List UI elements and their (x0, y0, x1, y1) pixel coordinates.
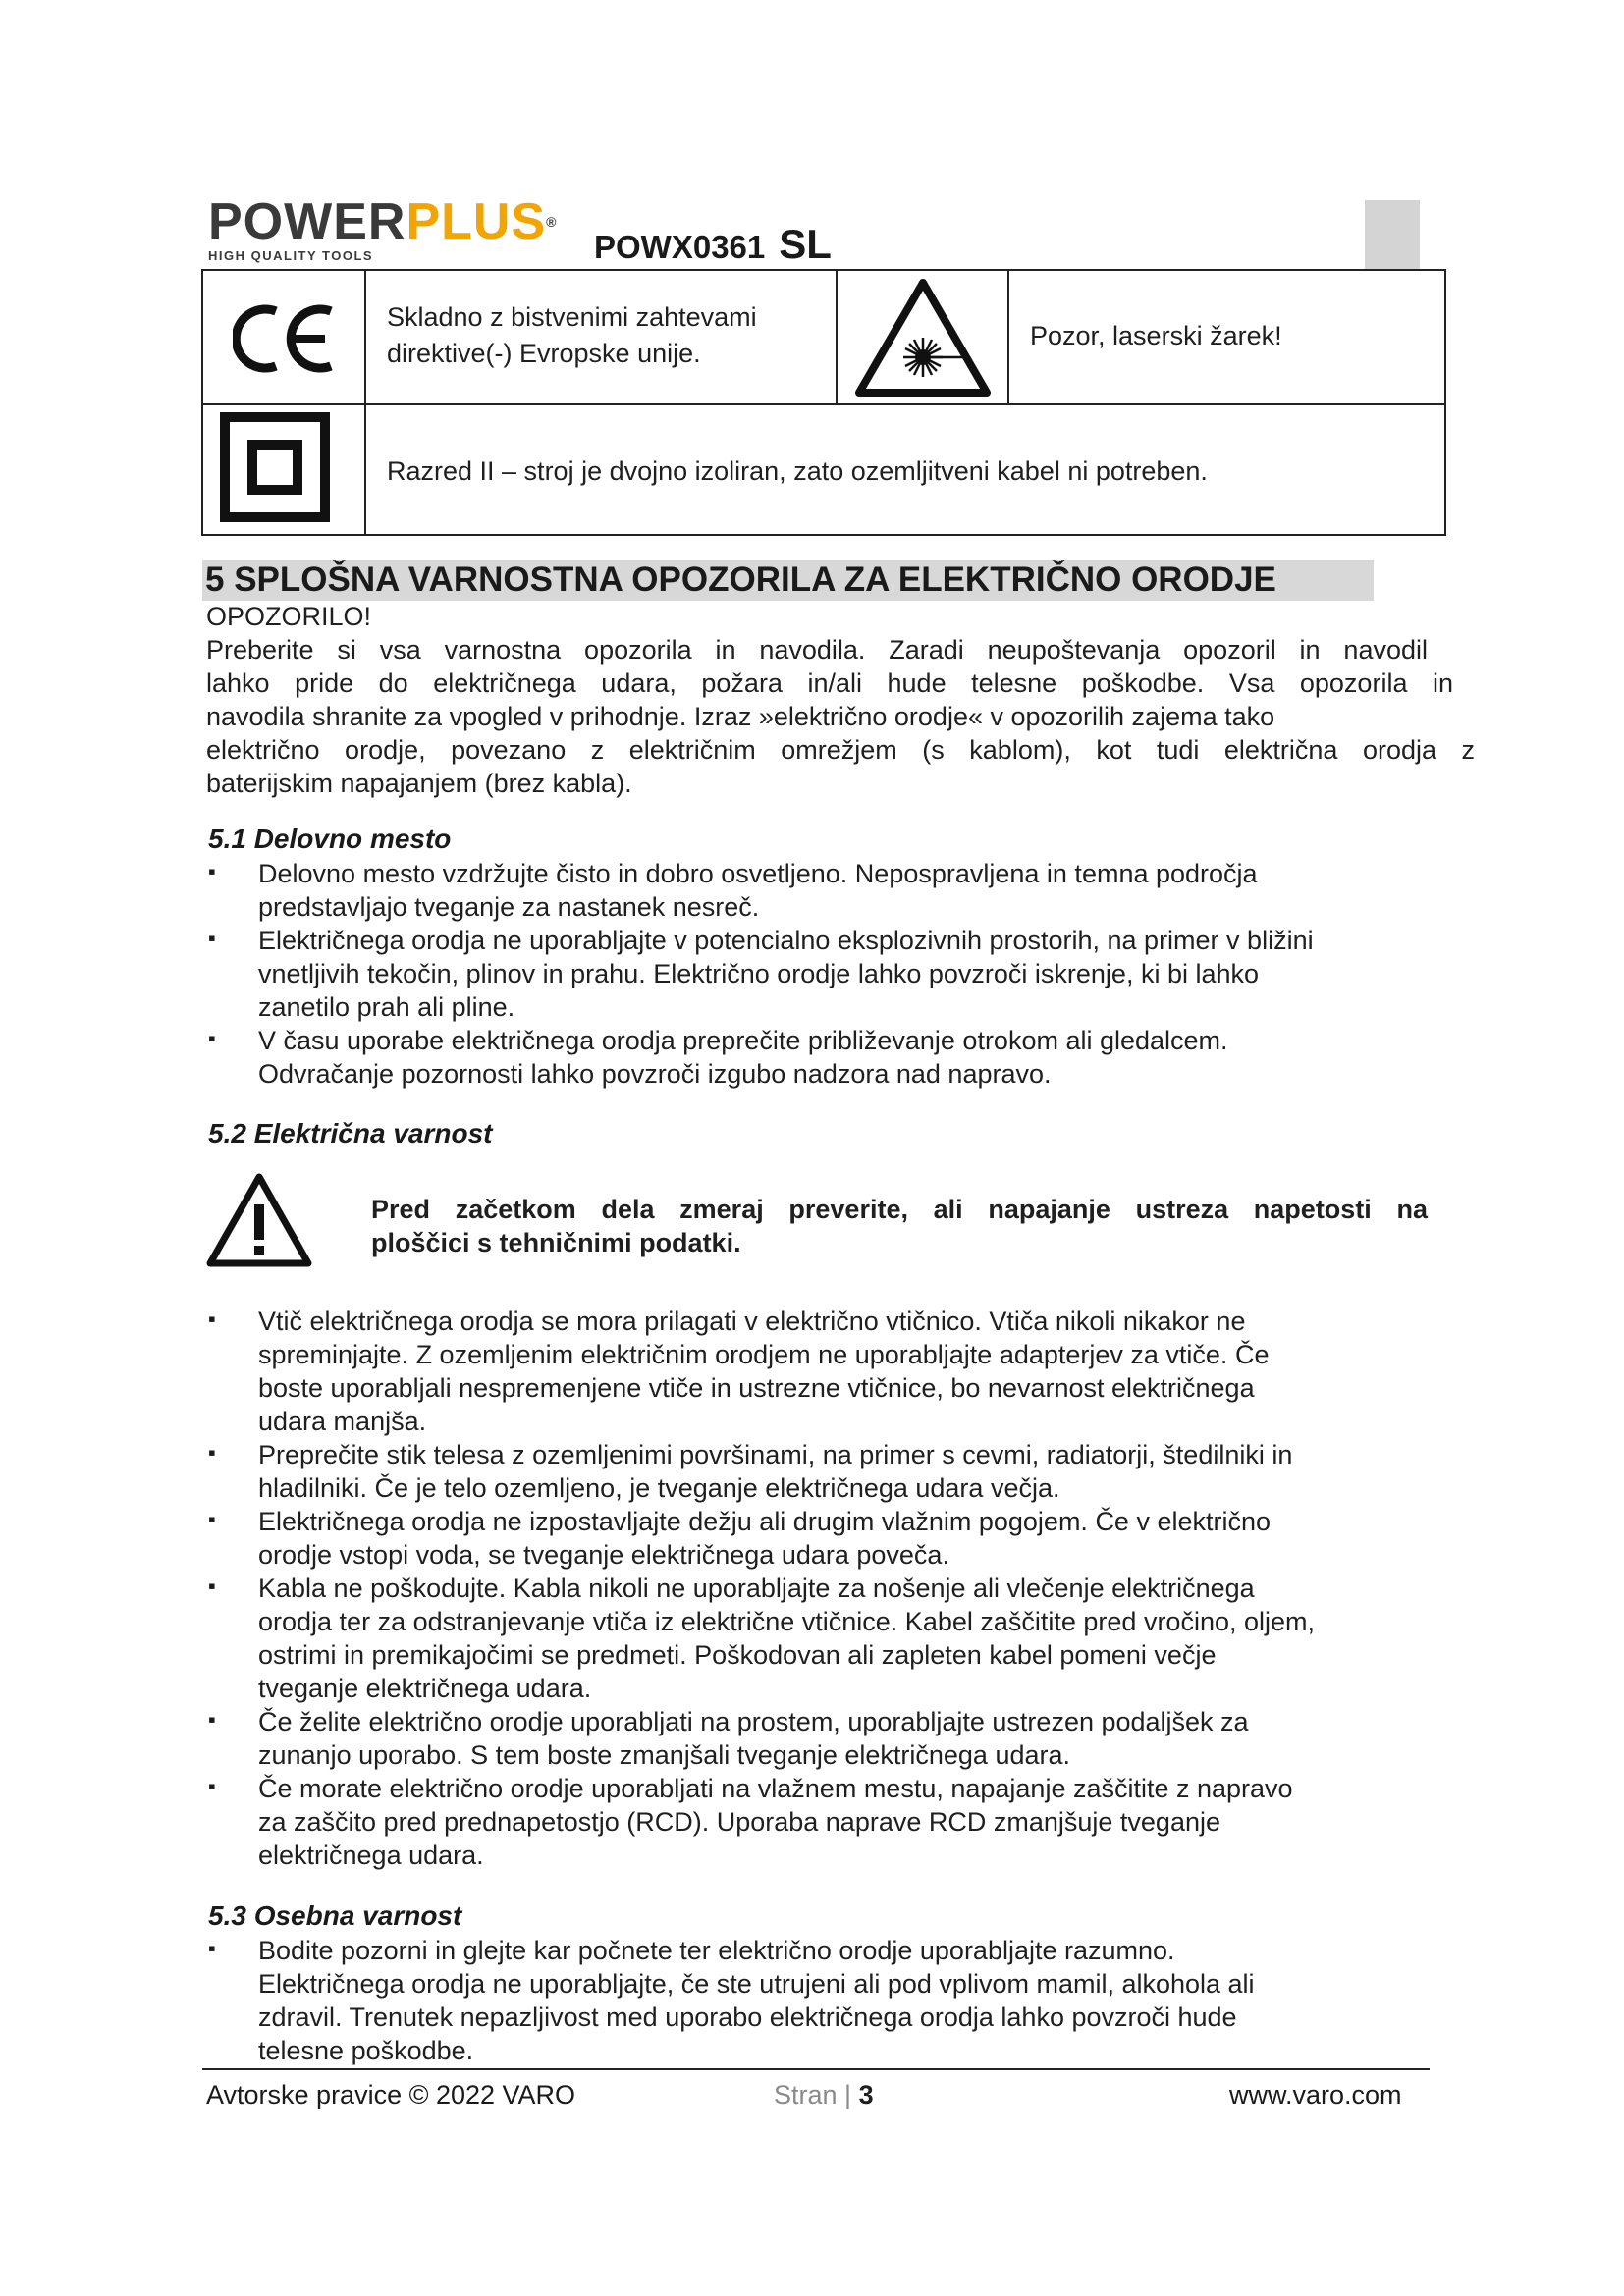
bullet-icon: ▪ (208, 1307, 216, 1331)
list-item: Delovno mesto vzdržujte čisto in dobro osvetljeno. Nepospravljena in temna področja predstavljajo tveganje za nastanek nesreč. (258, 859, 1258, 922)
ce-mark-icon (233, 303, 341, 374)
bullet-icon: ▪ (208, 1707, 216, 1732)
bullet-icon: ▪ (208, 1026, 216, 1050)
logo-tagline: HIGH QUALITY TOOLS (208, 248, 374, 263)
laser-warning-icon (853, 277, 993, 399)
warning-triangle-icon (204, 1171, 314, 1269)
ce-text: Skladno z bistvenimi zahtevami direktive(-) Evropske unije. (387, 302, 757, 368)
subsection-5-2-title: 5.2 Električna varnost (208, 1118, 493, 1148)
list-item: Preprečite stik telesa z ozemljenimi površinami, na primer s cevmi, radiatorji, štedilniki in hladilniki. Če je telo ozemljeno, je tveganje električnega udara večja. (258, 1440, 1293, 1503)
bullet-icon: ▪ (208, 859, 216, 883)
subsection-5-3-title: 5.3 Osebna varnost (208, 1900, 462, 1931)
class-two-text: Razred II – stroj je dvojno izoliran, zato ozemljitveni kabel ni potreben. (387, 456, 1208, 486)
list-item: Električnega orodja ne izpostavljajte dežju ali drugim vlažnim pogojem. Če v električno orodje vstopi voda, se tveganje električnega udara poveča. (258, 1507, 1272, 1570)
language-code: SL (779, 221, 832, 267)
list-item: Električnega orodja ne uporabljajte v potencialno eksplozivnih prostorih, na primer v bližini vnetljivih tekočin, plinov in prahu. Električno orodje lahko povzroči iskrenje, ki bi lahko zanetilo prah ali pline. (258, 926, 1314, 1022)
logo-plus-text: PLUS (406, 193, 547, 250)
section-5-title: 5 SPLOŠNA VARNOSTNA OPOZORILA ZA ELEKTRIČNO ORODJE (205, 561, 1276, 599)
logo-power-text: POWER (208, 193, 406, 250)
bullet-icon: ▪ (208, 1774, 216, 1798)
bullet-icon: ▪ (208, 1936, 216, 1960)
footer-copyright: Avtorske pravice © 2022 VARO (206, 2080, 576, 2109)
list-item: V času uporabe električnega orodja preprečite približevanje otrokom ali gledalcem. Odvračanje pozornosti lahko povzroči izgubo nadzora nad napravo. (258, 1026, 1228, 1089)
class-two-insulation-icon (220, 412, 330, 522)
model-header (594, 221, 832, 268)
list-item: Vtič električnega orodja se mora prilagati v električno vtičnico. Vtiča nikoli nikakor ne spreminjajte. Z ozemljenim električnim orodjem ne uporabljajte adapterjev za vtiče. Če boste uporabljali nespremenjene vtiče in ustrezne vtičnice, bo nevarnost električnega udara manjša. (258, 1307, 1270, 1436)
voltage-notice: Pred začetkom dela zmeraj preverite, ali napajanje ustreza napetosti na ploščici s tehničnimi podatki. (371, 1195, 1428, 1257)
bullet-icon: ▪ (208, 1440, 216, 1465)
list-item: Če želite električno orodje uporabljati na prostem, uporabljajte ustrezen podaljšek za zunanjo uporabo. S tem boste zmanjšali tveganje električnega udara. (258, 1707, 1249, 1770)
footer-divider (202, 2068, 1430, 2070)
bullet-icon: ▪ (208, 1574, 216, 1598)
footer-website-link[interactable]: www.varo.com (1229, 2080, 1402, 2109)
footer-page-indicator: Stran | 3 (774, 2080, 874, 2109)
list-item: Kabla ne poškodujte. Kabla nikoli ne uporabljajte za nošenje ali vlečenje električnega orodja ter za odstranjevanje vtiča iz električne vtičnice. Kabel zaščitite pred vročino, oljem, ostrimi in premikajočimi se predmeti. Poškodovan ali zapleten kabel pomeni večje tveganje električnega udara. (258, 1574, 1316, 1703)
laser-text: Pozor, laserski žarek! (1030, 321, 1282, 350)
page-tab-marker (1365, 200, 1420, 269)
list-item: Če morate električno orodje uporabljati na vlažnem mestu, napajanje zaščitite z napravo za zaščito pred prednapetostjo (RCD). Uporaba naprave RCD zmanjšuje tveganje električnega udara. (258, 1774, 1293, 1870)
symbols-table (201, 269, 1446, 536)
logo-registered-mark: ® (546, 214, 558, 230)
page-number: 3 (858, 2080, 874, 2109)
list-item: Bodite pozorni in glejte kar počnete ter električno orodje uporabljajte razumno. Električnega orodja ne uporabljajte, če ste utrujeni ali pod vplivom mamil, alkohola ali zdravil. Trenutek nepazljivost med uporabo električnega orodja lahko povzroči hude telesne poškodbe. (258, 1936, 1255, 2065)
subsection-5-1-title: 5.1 Delovno mesto (208, 824, 452, 854)
powerplus-logo (208, 193, 581, 265)
intro-paragraph: Preberite si vsa varnostna opozorila in navodila. Zaradi neupoštevanja opozoril in navodil lahko pride do električnega udara, požara in/ali hude telesne poškodbe. Vsa opozorila in navodila shranite za vpogled v prihodnje. Izraz »električno orodje« v opozorilih zajema tako električno orodje, povezano z električnim omrežjem (s kablom), kot tudi električna orodja z baterijskim napajanjem (brez kabla). (206, 635, 1475, 798)
bullet-icon: ▪ (208, 1507, 216, 1531)
model-number: POWX0361 (594, 229, 766, 265)
warning-label: OPOZORILO! (206, 602, 372, 631)
bullet-icon: ▪ (208, 926, 216, 950)
